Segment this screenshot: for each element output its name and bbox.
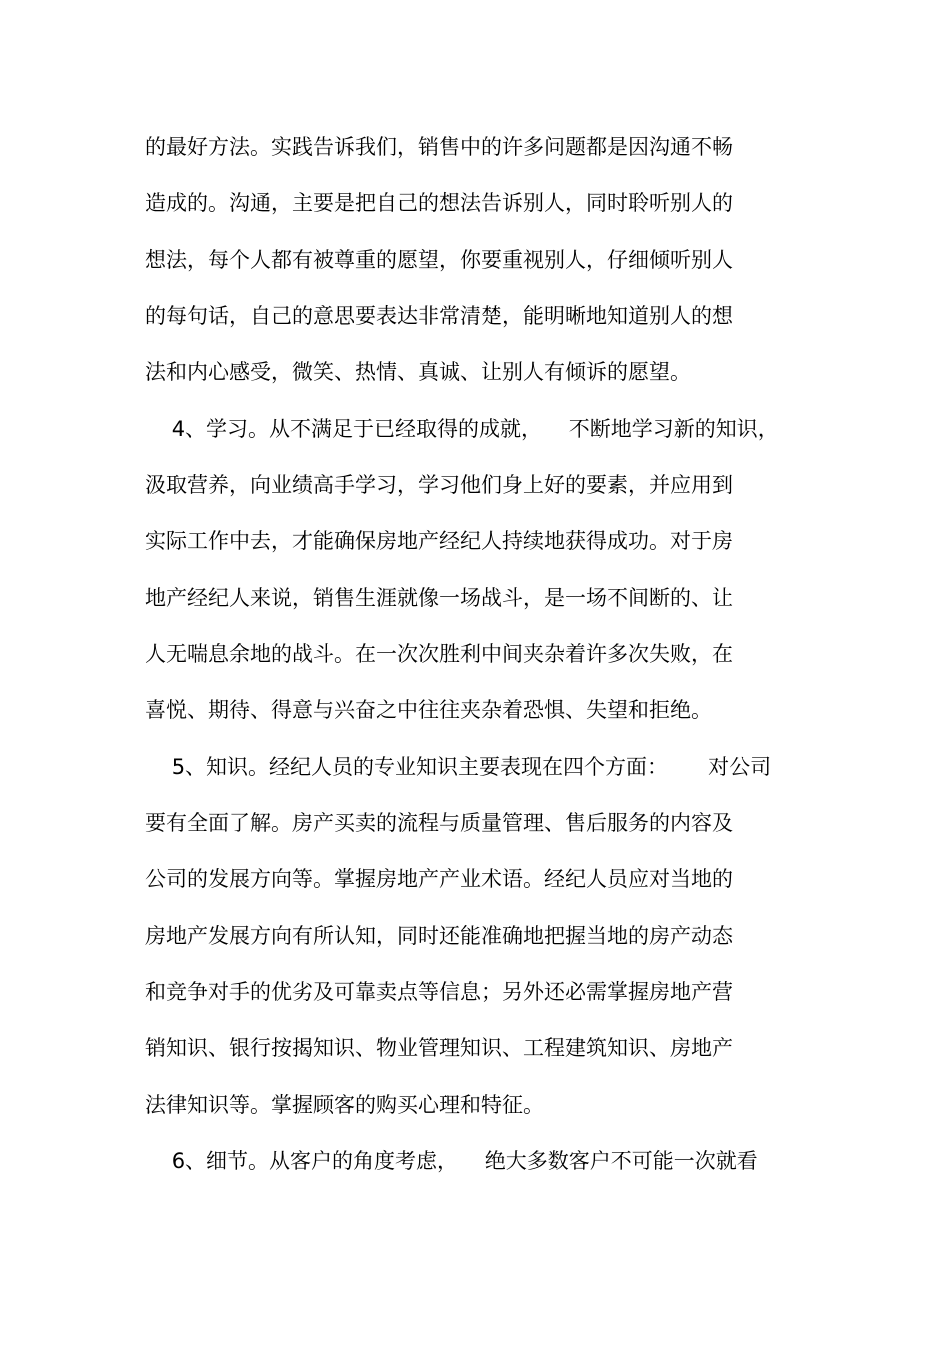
text-line: 地产经纪人来说，销售生涯就像一场战斗，是一场不间断的、让	[145, 586, 733, 610]
text-line: 法律知识等。掌握顾客的购买心理和特征。	[145, 1093, 544, 1117]
text-line: 喜悦、期待、得意与兴奋之中往往夹杂着恐惧、失望和拒绝。	[145, 698, 712, 722]
text-line: 的最好方法。实践告诉我们，销售中的许多问题都是因沟通不畅	[145, 135, 733, 159]
text-line: 实际工作中去，才能确保房地产经纪人持续地获得成功。对于房	[145, 529, 733, 553]
text-line: 人无喘息余地的战斗。在一次次胜利中间夹杂着许多次失败，在	[145, 642, 733, 666]
text-line: 要有全面了解。房产买卖的流程与质量管理、售后服务的内容及	[145, 811, 733, 835]
text-line: 5、知识。经纪人员的专业知识主要表现在四个方面： 对公司	[145, 755, 772, 779]
text-line: 和竞争对手的优劣及可靠卖点等信息；另外还必需掌握房地产营	[145, 980, 733, 1004]
text-line: 公司的发展方向等。掌握房地产产业术语。经纪人员应对当地的	[145, 867, 733, 891]
text-line: 的每句话，自己的意思要表达非常清楚，能明晰地知道别人的想	[145, 304, 733, 328]
text-line: 销知识、银行按揭知识、物业管理知识、工程建筑知识、房地产	[145, 1036, 733, 1060]
text-line: 4、学习。从不满足于已经取得的成就， 不断地学习新的知识，	[145, 417, 779, 441]
text-line: 法和内心感受，微笑、热情、真诚、让别人有倾诉的愿望。	[145, 360, 691, 384]
text-line: 房地产发展方向有所认知，同时还能准确地把握当地的房产动态	[145, 924, 733, 948]
text-line: 6、细节。从客户的角度考虑， 绝大多数客户不可能一次就看	[145, 1149, 758, 1173]
text-line: 造成的。沟通，主要是把自己的想法告诉别人，同时聆听别人的	[145, 191, 733, 215]
text-line: 想法，每个人都有被尊重的愿望，你要重视别人，仔细倾听别人	[145, 248, 733, 272]
text-line: 汲取营养，向业绩高手学习，学习他们身上好的要素，并应用到	[145, 473, 733, 497]
